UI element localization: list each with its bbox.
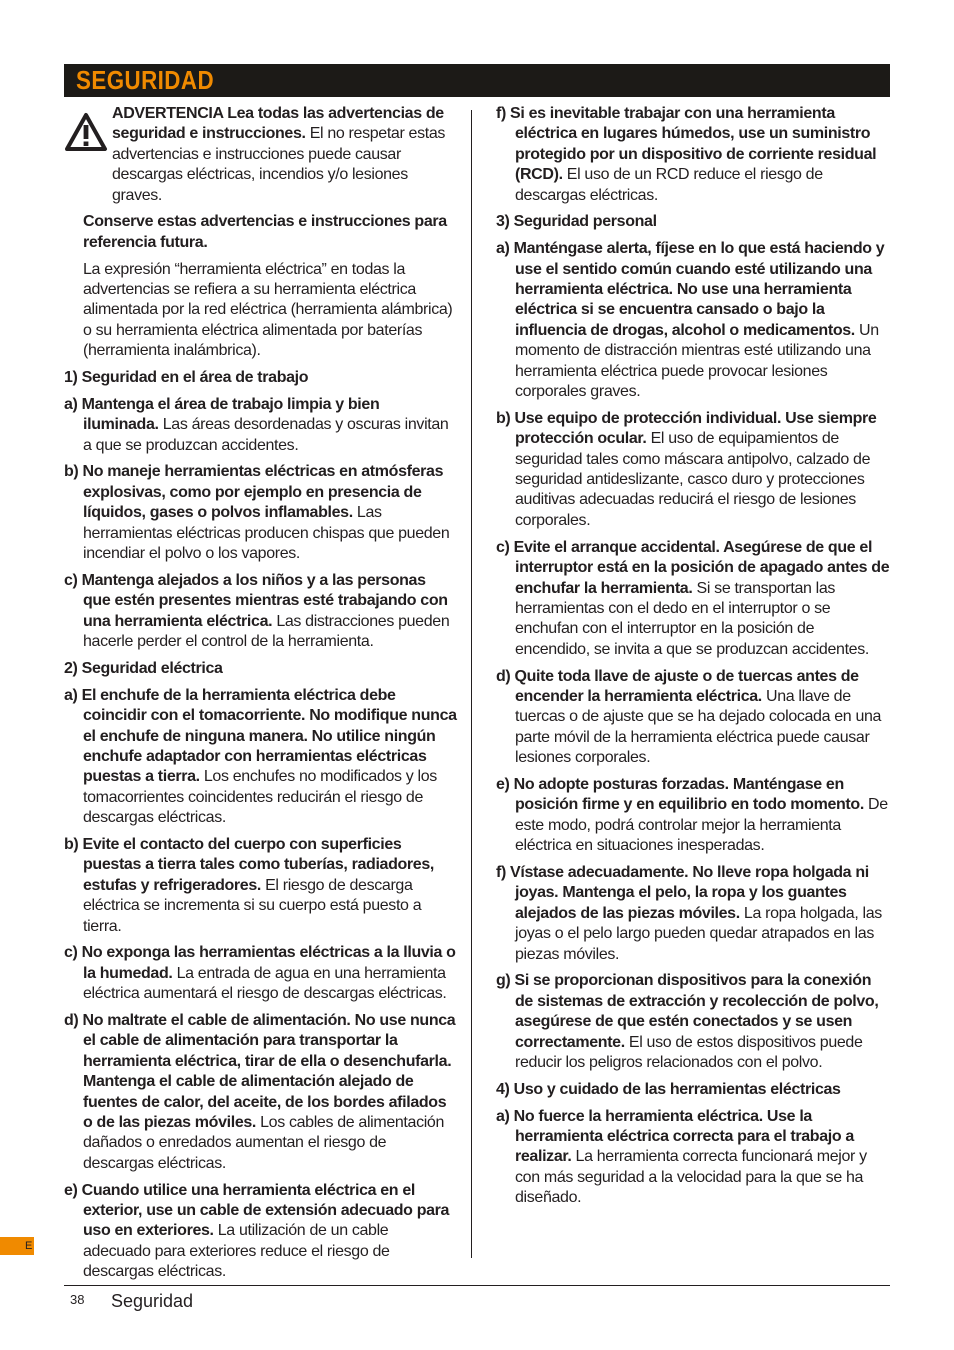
rule-bold: d) Quite toda llave de ajuste o de tuercas antes de encender la herramienta eléctrica. (496, 667, 859, 705)
rule-text: La ropa holgada, las joyas o el pelo largo pueden quedar atrapados en las piezas móviles. (515, 904, 882, 963)
rule-text: La utilización de un cable adecuado para exteriores reduce el riesgo de descargas eléctricas. (83, 1222, 390, 1281)
rule-text: El uso de un RCD reduce el riesgo de descargas eléctricas. (515, 166, 823, 204)
rule-bold: a) El enchufe de la herramienta eléctrica debe coincidir con el tomacorriente. No modifique nunca el enchufe de ninguna manera. No utilice ningún enchufe adaptador con herramientas eléctricas puestas a tierra. (64, 686, 457, 786)
footer-rule (64, 1285, 890, 1286)
rule-text: Un momento de distracción mientras esté utilizando una herramienta eléctrica puede provocar lesiones corporales graves. (515, 321, 879, 401)
conserve-note (64, 212, 457, 253)
rule-bold: d) No maltrate el cable de alimentación. No use nunca el cable de alimentación para transportar la herramienta eléctrica, tirar de ella o desenchufarla. Mantenga el cable de alimentación alejado de fuentes de calor, del aceite, de los bordes afilados o de las piezas móviles. (64, 1011, 456, 1131)
language-tab (0, 1237, 34, 1255)
rule-text: Una llave de tuercas o de ajuste que se ha dejado colocada en una parte móvil de la herramienta eléctrica puede causar lesiones corporales. (515, 687, 882, 767)
rule-item (496, 538, 890, 660)
rule-bold: a) Manténgase alerta, fíjese en lo que está haciendo y use el sentido común cuando esté utilizando una herramienta eléctrica. No use una herramienta eléctrica si se encuentra cansado o bajo la influencia de drogas, alcohol o medicamentos. (496, 240, 885, 339)
rule-item (64, 943, 457, 1004)
rule-item (496, 863, 890, 965)
warning-body: El no respetar estas advertencias e instrucciones puede causar descargas eléctricas, incendios y/o lesiones graves. (112, 125, 446, 204)
rule-item (64, 1011, 457, 1174)
rule-item (496, 409, 890, 531)
language-label: E (25, 1240, 33, 1252)
rule-text: El uso de equipamientos de seguridad tales como máscara antipolvo, calzado de seguridad antideslizante, casco duro y protecciones auditivas adecuadas reducirá el riesgo de lesiones corporales. (515, 430, 871, 529)
rule-text: La entrada de agua en una herramienta eléctrica aumentará el riesgo de descargas eléctricas. (83, 964, 447, 1003)
rule-bold: b) No maneje herramientas eléctricas en atmósferas explosivas, como por ejemplo en presencia de líquidos, gases o polvos inflamables. (64, 463, 444, 522)
warning-bold: ADVERTENCIA Lea todas las advertencias de seguridad e instrucciones. (112, 105, 444, 143)
rule-item (64, 571, 457, 653)
header-bar (64, 64, 890, 97)
rule-bold: f) Si es inevitable trabajar con una herramienta eléctrica en lugares húmedos, use un suministro protegido por un dispositivo de corriente residual (RCD). (496, 105, 877, 184)
rule-text: De este modo, podrá controlar mejor la herramienta eléctrica en situaciones inesperadas. (515, 796, 888, 855)
rule-text: Si se transportan las herramientas con el dedo en el interruptor o se enchufan con el interruptor en la posición de encendido, se invita a que se produzcan accidentes. (515, 579, 869, 658)
rule-item (64, 835, 457, 937)
rule-text: La herramienta correcta funcionará mejor y con más seguridad a la velocidad para la que se ha diseñado. (515, 1148, 867, 1207)
section-heading: 1) Seguridad en el área de trabajo (64, 369, 309, 387)
rule-bold: c) No exponga las herramientas eléctricas a la lluvia o la humedad. (64, 944, 456, 982)
page-title: SEGURIDAD (76, 65, 215, 95)
rule-text: El riesgo de descarga eléctrica se incrementa si su cuerpo está puesto a tierra. (83, 876, 422, 935)
rule-text: Las áreas desordenadas y oscuras invitan a que se produzcan accidentes. (83, 416, 449, 454)
rule-bold: f) Vístase adecuadamente. No lleve ropa holgada ni joyas. Mantenga el pelo, la ropa y los guantes alejados de las piezas móviles. (496, 863, 869, 922)
warning-text (64, 104, 457, 206)
rule-bold: g) Si se proporcionan dispositivos para la conexión de sistemas de extracción y recolección de polvo, asegúrese de que estén conectados y se usen correctamente. (496, 972, 879, 1051)
expression-note: La expresión “herramienta eléctrica” en todas la advertencias se refiera a su herramienta eléctrica alimentada por la red eléctrica (herramienta alámbrica) o su herramienta eléctrica alimentada por baterías (herramienta inalámbrica). (83, 260, 453, 360)
section-heading: 3) Seguridad personal (496, 213, 657, 231)
section-heading: 2) Seguridad eléctrica (64, 659, 223, 677)
right-column (496, 104, 890, 1215)
rule-item (64, 686, 457, 829)
rule-item (64, 462, 457, 564)
section-heading: 4) Uso y cuidado de las herramientas eléctricas (496, 1080, 841, 1098)
rule-text: Las distracciones pueden hacerle perder el control de la herramienta. (83, 612, 450, 651)
rule-item (496, 667, 890, 769)
rule-item (496, 239, 890, 402)
rule-item (64, 1181, 457, 1283)
rule-text: Los cables de alimentación dañados o enredados aumentan el riesgo de descargas eléctricas. (83, 1113, 445, 1172)
rule-bold: c) Evite el arranque accidental. Asegúrese de que el interruptor está en la posición de apagado antes de enchufar la herramienta. (496, 538, 890, 597)
left-column (64, 104, 457, 1289)
rule-item (496, 971, 890, 1073)
rule-bold: b) Use equipo de protección individual. Use siempre protección ocular. (496, 409, 877, 448)
rule-text: Las herramientas eléctricas producen chispas que pueden incendiar el polvo o los vapores. (83, 504, 450, 563)
rule-item (64, 395, 457, 456)
rule-bold: e) Cuando utilice una herramienta eléctrica en el exterior, use un cable de extensión adecuado para uso en exteriores. (64, 1181, 450, 1240)
rule-item (496, 104, 890, 206)
rule-bold: a) Mantenga el área de trabajo limpia y bien iluminada. (64, 395, 380, 434)
footer-section-name: Seguridad (111, 1291, 194, 1311)
rule-bold: a) No fuerce la herramienta eléctrica. Use la herramienta eléctrica correcta para el trabajo a realizar. (496, 1107, 854, 1166)
rule-item (496, 775, 890, 857)
warning-triangle-icon (64, 112, 108, 152)
page-number: 38 (70, 1292, 85, 1307)
rule-text: Los enchufes no modificados y los tomacorrientes coincidentes reducirán el riesgo de descargas eléctricas. (83, 768, 437, 827)
rule-bold: b) Evite el contacto del cuerpo con superficies puestas a tierra tales como tuberías, radiadores, estufas y refrigeradores. (64, 835, 434, 894)
rule-item (496, 1107, 890, 1209)
rule-bold: c) Mantenga alejados a los niños y a las personas que estén presentes mientras esté trabajando con una herramienta eléctrica. (64, 571, 448, 630)
warning-block (64, 104, 457, 206)
rule-text: El uso de estos dispositivos puede reducir los peligros relacionados con el polvo. (515, 1033, 863, 1071)
column-divider (471, 110, 472, 1258)
conserve-bold: Conserve estas advertencias e instrucciones para referencia futura. (83, 213, 447, 251)
rule-bold: e) No adopte posturas forzadas. Manténgase en posición firme y en equilibrio en todo momento. (496, 775, 864, 814)
